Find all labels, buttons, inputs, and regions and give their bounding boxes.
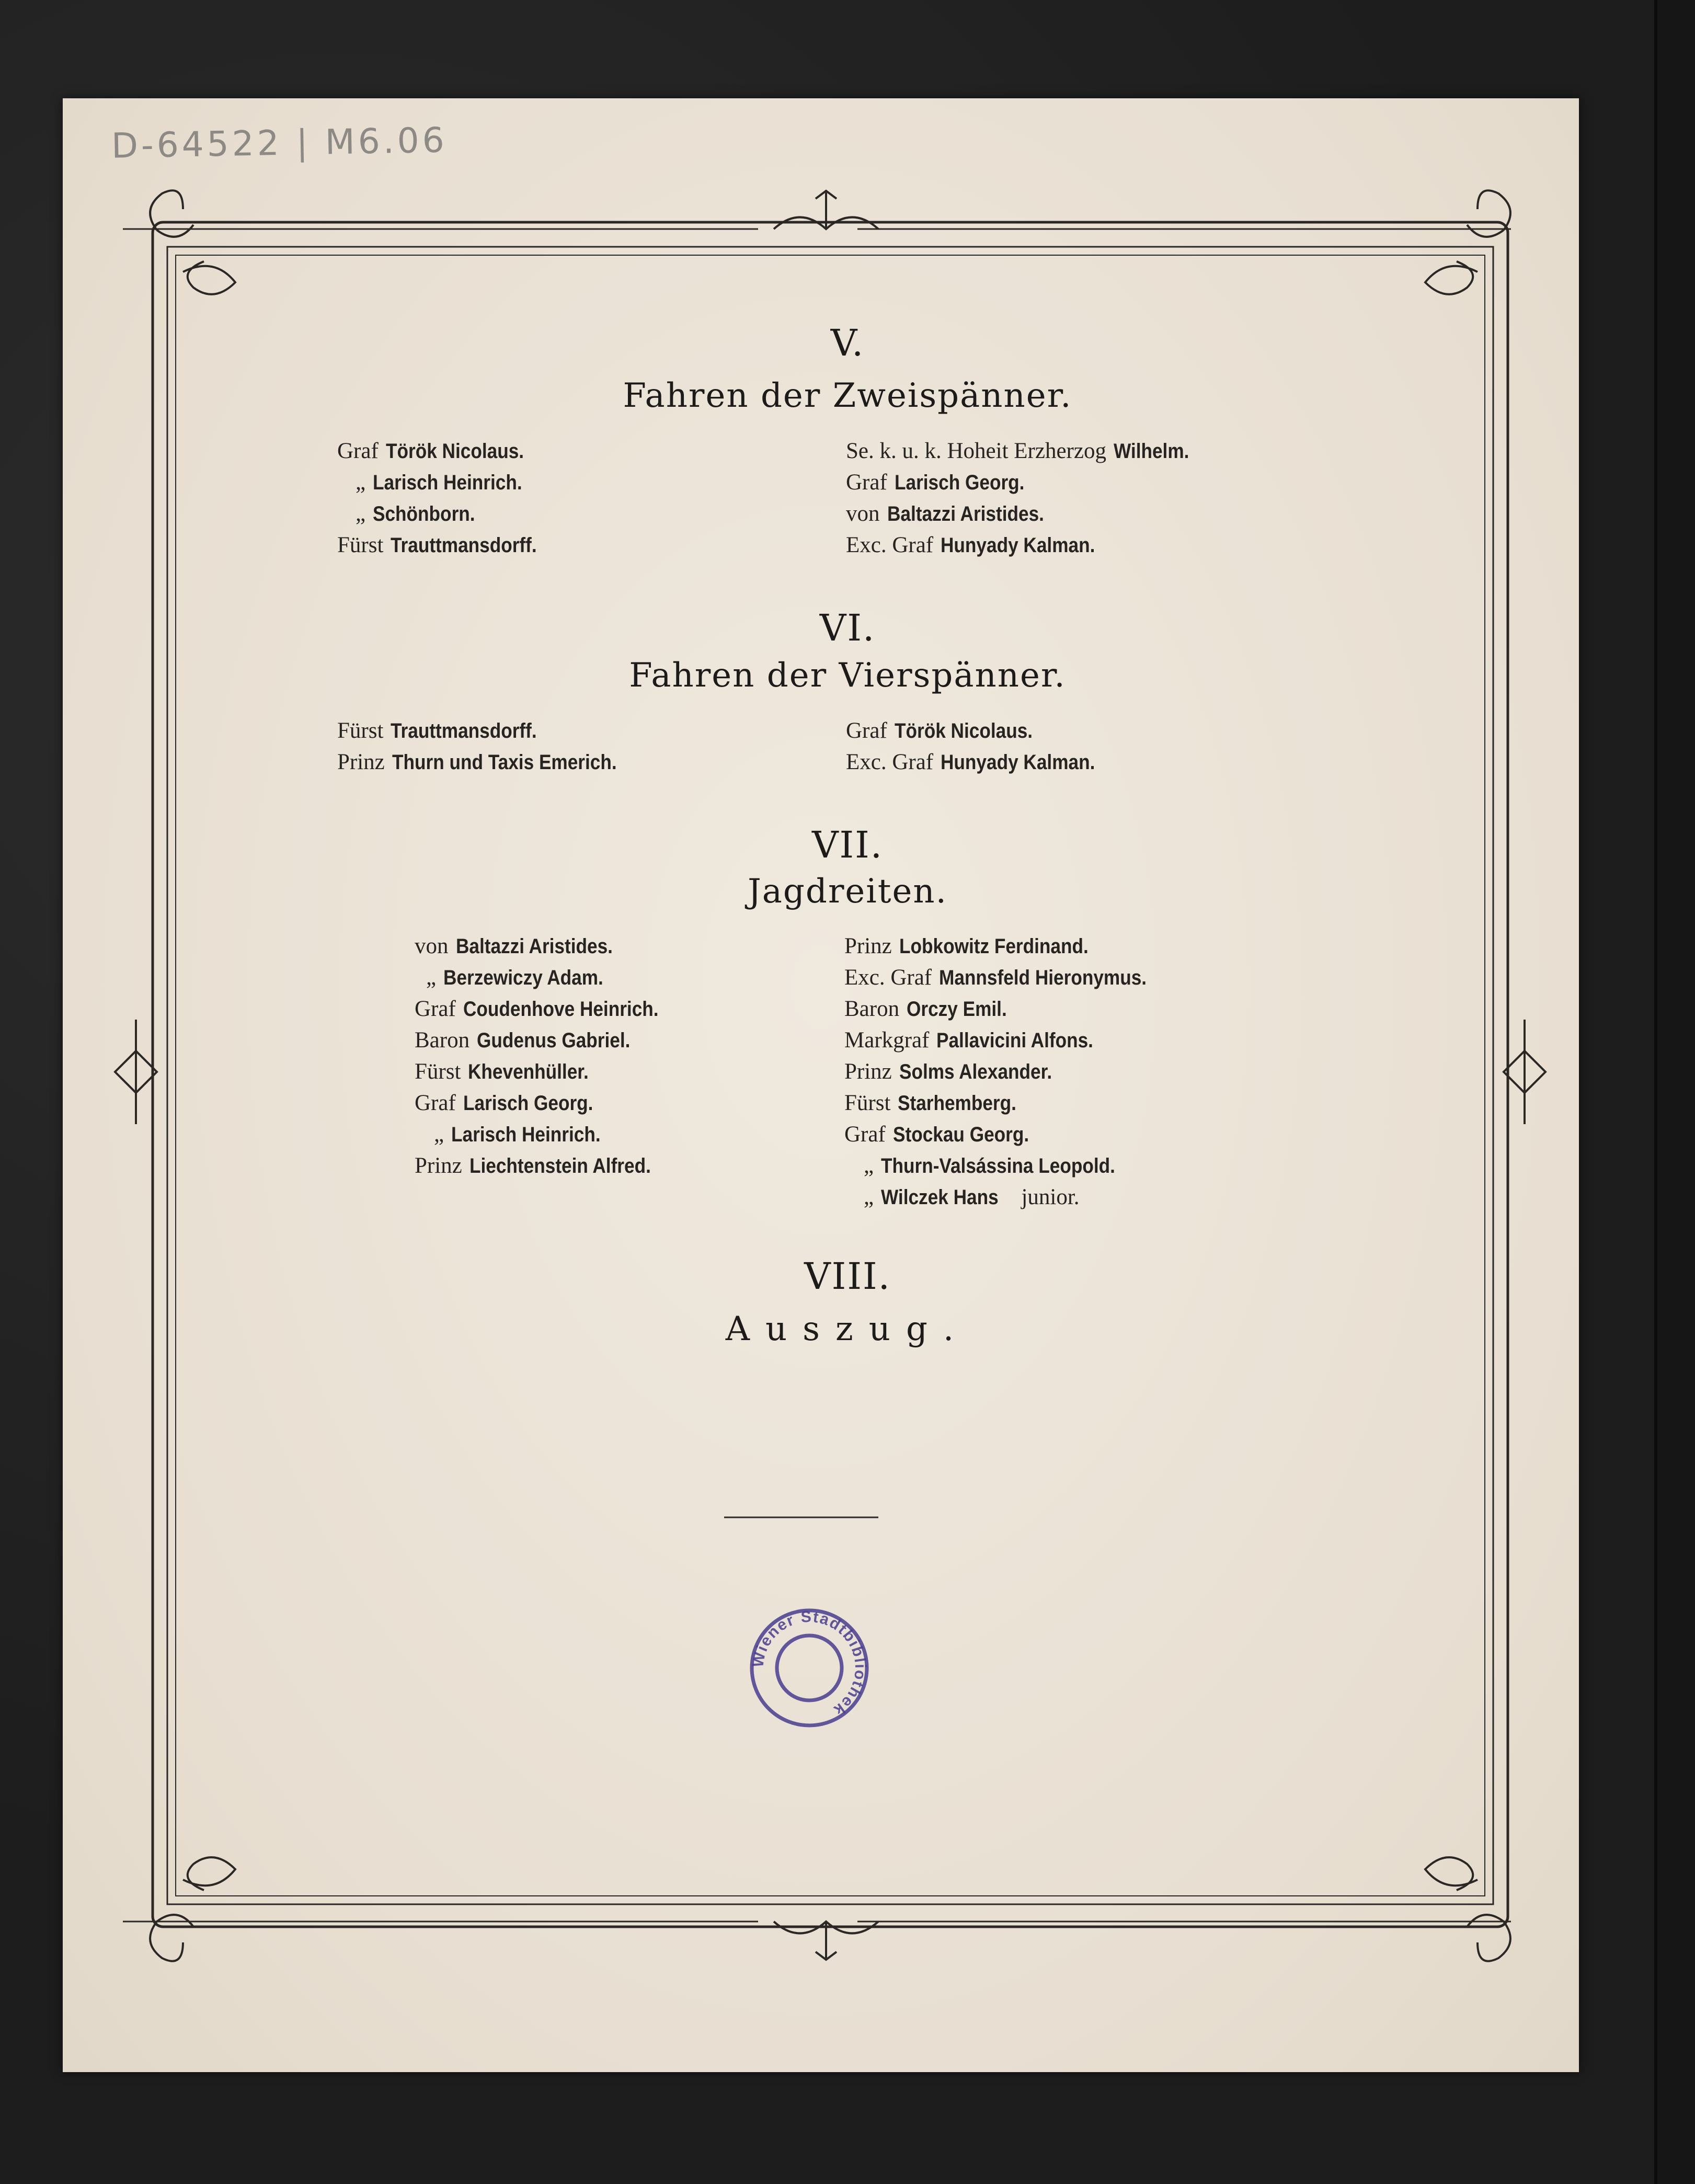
section-vii-right-entry-4: Markgraf Pallavicini Alfons. (844, 1028, 1094, 1053)
section-vii-right-entry-9: „ Wilczek Hans junior. (864, 1185, 1080, 1209)
library-stamp-icon (747, 1605, 872, 1731)
section-v-left-entry-1: Graf Török Nicolaus. (337, 439, 524, 463)
section-vii-numeral: VII. (811, 824, 884, 866)
section-vi-right-entry-1: Graf Török Nicolaus. (846, 718, 1033, 743)
section-vii-right-entry-7: Graf Stockau Georg. (844, 1122, 1029, 1147)
section-v-left-entry-2: „ Larisch Heinrich. (356, 470, 522, 495)
archive-shelfmark: D-64522 | M6.06 (111, 120, 448, 166)
section-vi-numeral: VI. (819, 607, 876, 649)
section-vii-right-entry-2: Exc. Graf Mannsfeld Hieronymus. (844, 965, 1147, 990)
section-vii-right-entry-1: Prinz Lobkowitz Ferdinand. (844, 934, 1089, 958)
section-vii-left-entry-6: Graf Larisch Georg. (415, 1091, 593, 1115)
section-viii-numeral: VIII. (804, 1255, 891, 1298)
stamp-text: Wiener Stadtbibliothek (749, 1608, 869, 1720)
section-vii-left-entry-3: Graf Coudenhove Heinrich. (415, 997, 659, 1021)
section-v-right-entry-2: Graf Larisch Georg. (846, 470, 1025, 495)
section-vi-left-entry-1: Fürst Trauttmansdorff. (337, 718, 537, 743)
section-vii-right-entry-3: Baron Orczy Emil. (844, 997, 1007, 1021)
section-v-left-entry-3: „ Schönborn. (356, 501, 475, 526)
section-vi-heading: Fahren der Vierspänner. (629, 656, 1066, 695)
section-vii-left-entry-5: Fürst Khevenhüller. (415, 1059, 589, 1084)
section-vii-left-entry-7: „ Larisch Heinrich. (434, 1122, 601, 1147)
section-vii-heading: Jagdreiten. (748, 872, 947, 911)
svg-text:Wiener Stadtbibliothek (749, 1608, 869, 1720)
section-vii-right-entry-6: Fürst Starhemberg. (844, 1091, 1017, 1115)
section-v-right-entry-1: Se. k. u. k. Hoheit Erzherzog Wilhelm. (846, 439, 1189, 463)
section-v-numeral: V. (830, 322, 865, 364)
section-vii-left-entry-4: Baron Gudenus Gabriel. (415, 1028, 631, 1053)
section-v-left-entry-4: Fürst Trauttmansdorff. (337, 533, 537, 557)
section-v-right-entry-4: Exc. Graf Hunyady Kalman. (846, 533, 1095, 557)
section-v-right-entry-3: von Baltazzi Aristides. (846, 501, 1044, 526)
section-v-heading: Fahren der Zweispänner. (623, 376, 1072, 415)
section-vii-left-entry-1: von Baltazzi Aristides. (415, 934, 613, 958)
section-vii-left-entry-2: „ Berzewiczy Adam. (426, 965, 603, 990)
section-vi-right-entry-2: Exc. Graf Hunyady Kalman. (846, 750, 1095, 774)
section-vii-right-entry-5: Prinz Solms Alexander. (844, 1059, 1052, 1084)
section-viii-heading: Auszug. (725, 1310, 970, 1348)
section-vii-left-entry-8: Prinz Liechtenstein Alfred. (415, 1153, 651, 1178)
section-vii-right-entry-8: „ Thurn-Valsássina Leopold. (864, 1153, 1115, 1178)
section-vi-left-entry-2: Prinz Thurn und Taxis Emerich. (337, 750, 617, 774)
